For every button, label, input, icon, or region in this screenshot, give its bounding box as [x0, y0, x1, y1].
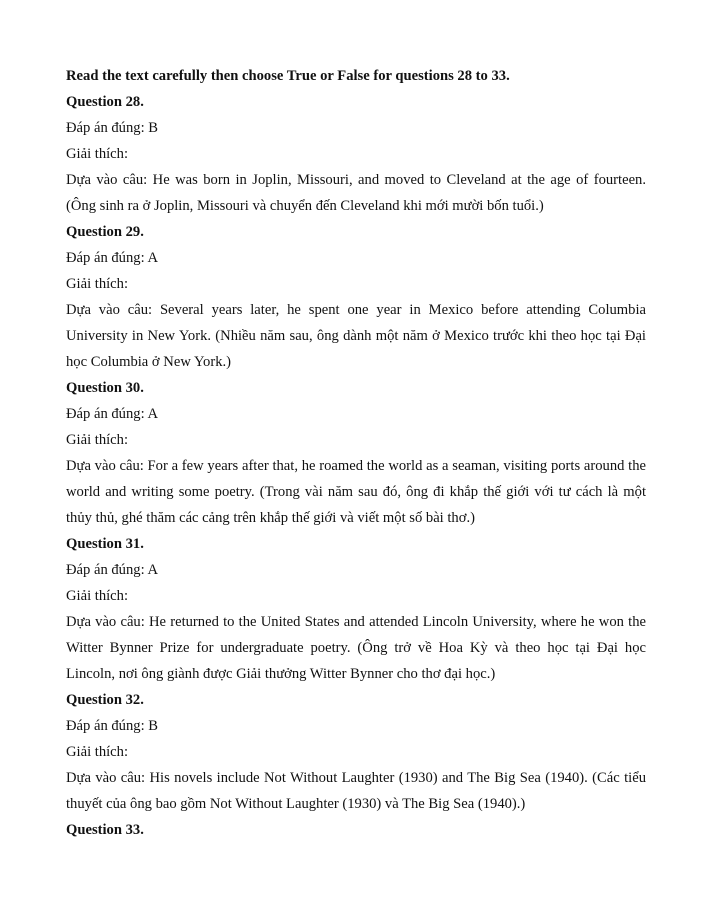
document-page — [66, 63, 646, 843]
explanation-label: Giải thích: — [66, 588, 129, 604]
explanation-label: Giải thích: — [66, 432, 129, 448]
explanation-label: Giải thích: — [66, 744, 129, 760]
correct-answer: Đáp án đúng: A — [66, 406, 159, 422]
question-block-29 — [66, 219, 646, 375]
question-block-31 — [66, 531, 646, 687]
question-block-33 — [66, 817, 646, 843]
question-block-30 — [66, 375, 646, 531]
question-block-32 — [66, 687, 646, 817]
correct-answer: Đáp án đúng: B — [66, 120, 159, 136]
explanation-label: Giải thích: — [66, 276, 129, 292]
correct-answer: Đáp án đúng: A — [66, 250, 159, 266]
explanation-label: Giải thích: — [66, 146, 129, 162]
question-title: Question 31. — [66, 536, 144, 552]
explanation-text: Dựa vào câu: He returned to the United States and attended Lincoln University, where he won the Witter Bynner Prize for undergraduate poetry. (Ông trở về Hoa Kỳ và theo học tại Đại học Lincoln, nơi ông giành được Giải thưởng Witter Bynner cho thơ đại học.) — [66, 614, 646, 682]
explanation-text: Dựa vào câu: Several years later, he spent one year in Mexico before attending Columbia University in New York. (Nhiều năm sau, ông dành một năm ở Mexico trước khi theo học tại Đại học Columbia ở New York.) — [66, 302, 646, 370]
question-title: Question 29. — [66, 224, 144, 240]
instruction-heading: Read the text carefully then choose True or False for questions 28 to 33. — [66, 68, 510, 84]
question-title: Question 33. — [66, 822, 144, 838]
question-title: Question 32. — [66, 692, 144, 708]
question-block-28 — [66, 89, 646, 219]
correct-answer: Đáp án đúng: B — [66, 718, 159, 734]
explanation-text: Dựa vào câu: His novels include Not Without Laughter (1930) and The Big Sea (1940). (Các tiểu thuyết của ông bao gồm Not Without Laughter (1930) và The Big Sea (1940).) — [66, 770, 646, 812]
explanation-text: Dựa vào câu: He was born in Joplin, Missouri, and moved to Cleveland at the age of fourteen. (Ông sinh ra ở Joplin, Missouri và chuyển đến Cleveland khi mới mười bốn tuổi.) — [66, 172, 646, 214]
explanation-text: Dựa vào câu: For a few years after that, he roamed the world as a seaman, visiting ports around the world and writing some poetry. (Trong vài năm sau đó, ông đi khắp thế giới với tư cách là một thủy thủ, ghé thăm các cảng trên khắp thế giới và viết một số bài thơ.) — [66, 458, 646, 526]
question-title: Question 30. — [66, 380, 144, 396]
question-title: Question 28. — [66, 94, 144, 110]
correct-answer: Đáp án đúng: A — [66, 562, 159, 578]
